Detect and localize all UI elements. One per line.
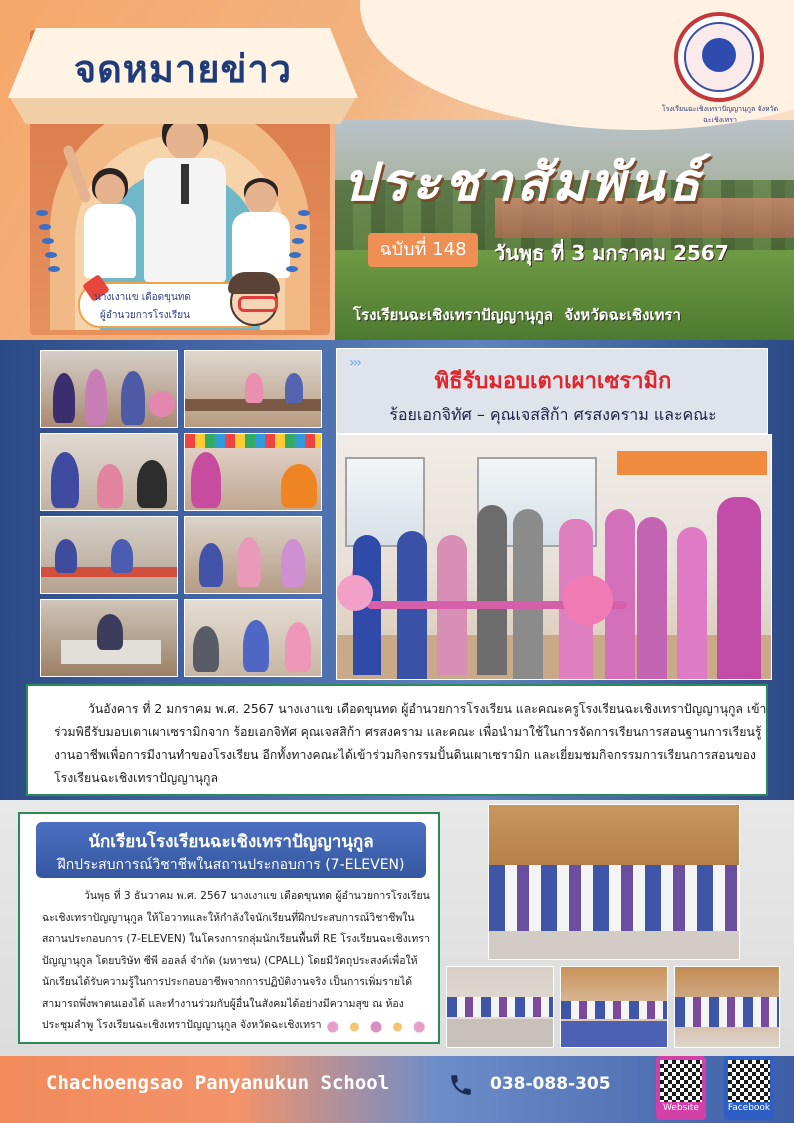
phone-icon [448,1072,474,1098]
student-boy-figure [228,178,294,278]
pr-title: ประชาสัมพันธ์ [343,153,704,213]
school-logo [674,12,764,102]
facebook-label: Facebook [727,1103,771,1113]
laurel-left-decoration [36,210,54,280]
header [0,0,794,340]
director-name: นางเงาแข เดือดขุนทด [94,292,191,303]
director-position: ผู้อำนวยการโรงเรียน [100,310,190,321]
event2-title-line2: ฝึกประสบการณ์วิชาชีพในสถานประกอบการ (7-ELEVEN) [57,857,405,873]
issue-date: วันพุธ ที่ 3 มกราคม 2567 [494,241,729,265]
student-girl-figure [78,168,140,278]
event1-photo [40,516,178,594]
qr-code-icon [728,1060,770,1102]
event2-photo [446,966,554,1048]
event1-photo [184,599,322,677]
laurel-right-decoration [292,210,310,280]
website-qr-link[interactable] [656,1056,706,1120]
event1-title: พิธีรับมอบเตาเผาเซรามิก [434,369,672,394]
event2-description: วันพุธ ที่ 3 ธันวาคม พ.ศ. 2567 นางเงาแข เดือดขุนทด ผู้อำนวยการโรงเรียนฉะเชิงเทราปัญญานุกูล ให้โอวาทและให้กำลังใจนักเรียนที่ฝึกประสบการณ์วิชาชีพในสถานประกอบการ (7-ELEVEN) ในโครงการกลุ่มนักเรียนพื้นที่ RE โรงเรียนฉะเชิงเทราปัญญานุกูล โดยบริษัท ซีพี ออลล์ จำกัด (มหาชน) (CPALL) โดยมีวัตถุประสงค์เพื่อให้นักเรียนได้รับความรู้ในการประกอบอาชีพจากการปฏิบัติงานจริง เป็นการเพิ่มรายได้ สามารถพึ่งพาตนเองได้ และทำงานร่วมกับผู้อื่นในสังคมได้อย่างมีความสุข ณ ห้องประชุมลำพู โรงเรียนฉะเชิงเทราปัญญานุกูล จังหวัดฉะเชิงเทรา [42,890,430,1031]
school-location-line: โรงเรียนฉะเชิงเทราปัญญานุกูล จังหวัดฉะเชิงเทรา [353,306,681,324]
chevron-right-icon: ››› [349,355,360,371]
event1-photo [40,433,178,511]
event1-photo [40,599,178,677]
event1-subtitle: ร้อยเอกจิทัศ – คุณเจสสิก้า ศรสงคราม และคณะ [389,405,717,424]
event1-photo [40,350,178,428]
event2-photo [560,966,668,1048]
facebook-qr-link[interactable] [724,1056,774,1120]
event1-title-card [336,348,768,434]
event1-main-photo [336,434,772,680]
newsletter-title: จดหมายข่าว [73,47,293,91]
event1-photo [184,433,322,511]
cartoon-girl-icon [230,278,278,326]
logo-caption: โรงเรียนฉะเชิงเทราปัญญานุกูล จังหวัดฉะเชิงเทรา [661,105,779,124]
footer-phone[interactable]: 038-088-305 [490,1074,611,1094]
footer-school-name: Chachoengsao Panyanukun School [46,1072,390,1094]
event1-photo [184,350,322,428]
qr-code-icon [660,1060,702,1102]
director-name-badge [78,282,266,328]
event1-photo [184,516,322,594]
event2-title-card [36,822,426,878]
flower-decoration [322,1018,430,1036]
newsletter-banner [8,28,358,98]
issue-number-badge: ฉบับที่ 148 [368,233,478,267]
event2-title-line1: นักเรียนโรงเรียนฉะเชิงเทราปัญญานุกูล [88,832,374,852]
event2-photo [674,966,780,1048]
director-figure [140,112,230,282]
event1-description-box [26,684,768,796]
issue-row [368,233,768,267]
event1-description: วันอังคาร ที่ 2 มกราคม พ.ศ. 2567 นางเงาแข เดือดขุนทด ผู้อำนวยการโรงเรียน และคณะครูโรงเรียนฉะเชิงเทราปัญญานุกูล เข้าร่วมพิธีรับมอบเตาเผาเซรามิกจาก ร้อยเอกจิทัศ คุณเจสสิก้า ศรสงคราม และคณะ เพื่อนำมาใช้ในการจัดการเรียนการสอนฐานการเรียนรู้งานอาชีพเพื่อการมีงานทำของโรงเรียน อีกทั้งทางคณะได้เข้าร่วมกิจกรรมปั้นดินเผาเซรามิก และเยี่ยมชมกิจกรรมการเรียนการสอนของโรงเรียนฉะเชิงเทราปัญญานุกูล [54,702,767,785]
website-label: Website [663,1103,699,1113]
event2-main-photo [488,804,740,960]
